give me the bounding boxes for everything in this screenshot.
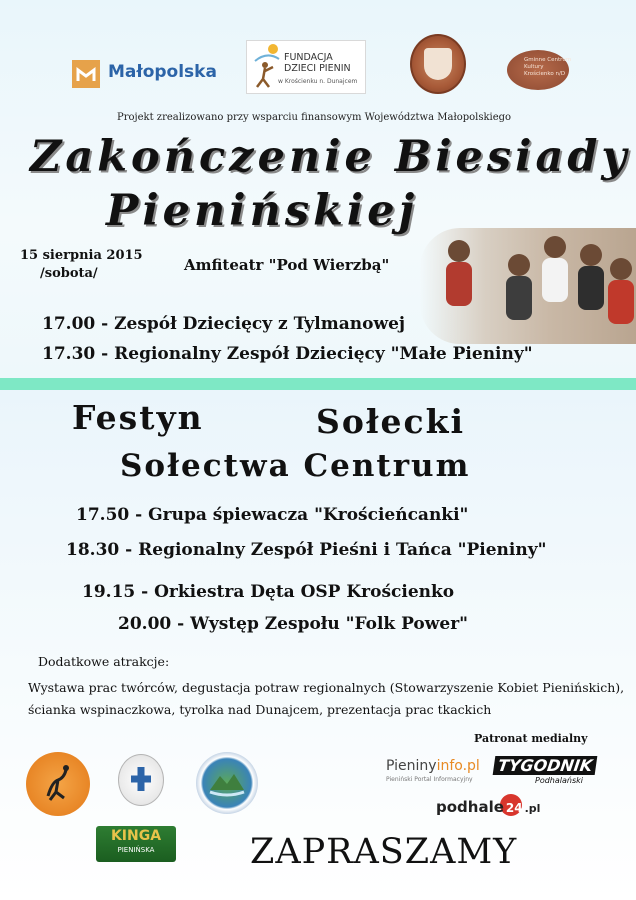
festyn-subtitle: Sołectwa Centrum: [120, 448, 471, 484]
climber-icon: [26, 752, 90, 816]
coat-of-arms-icon: [410, 34, 466, 94]
schedule-item: 20.00 - Występ Zespołu "Folk Power": [118, 614, 469, 634]
malopolska-mark-icon: [76, 64, 96, 84]
gok-logo-text: Gminne Centrum Kultury Krościenko n/D: [524, 57, 572, 77]
folk-dancers-photo: [420, 228, 636, 344]
fundacja-subtitle: w Krościenku n. Dunajcem: [278, 78, 358, 85]
event-venue: Amfiteatr "Pod Wierzbą": [184, 256, 390, 274]
schedule-item: 19.15 - Orkiestra Dęta OSP Krościenko: [82, 582, 455, 602]
cross-icon: [119, 755, 163, 805]
mountains-icon: [196, 752, 258, 814]
event-title-line-2: Pienińskiej: [106, 186, 419, 236]
dancer-body: [578, 266, 604, 310]
section-divider: [0, 378, 636, 390]
fundacja-name: FUNDACJA DZIECI PIENIN: [284, 52, 351, 74]
media-patronage-label: Patronat medialny: [474, 732, 588, 745]
dancer-head: [448, 240, 470, 262]
tygodnik-subtitle: Podhalański: [535, 776, 583, 785]
pieninyinfo-domain: info.pl: [436, 758, 480, 774]
rescue-seal-icon: [118, 754, 164, 806]
coat-shield: [424, 48, 452, 80]
malopolska-logo-icon: [72, 60, 100, 88]
dancer-body: [542, 258, 568, 302]
dancer-body: [506, 276, 532, 320]
pieninyinfo-name: Pieniny: [386, 758, 437, 774]
dancer-body: [608, 280, 634, 324]
festyn-title-word-2: Sołecki: [316, 402, 466, 441]
kinga-logo-subtitle: PIENIŃSKA: [117, 846, 155, 854]
schedule-item: 17.50 - Grupa śpiewacza "Krościeńcanki": [76, 505, 469, 525]
dancer-head: [544, 236, 566, 258]
artists-association-seal-icon: [26, 752, 90, 816]
extras-description: Wystawa prac twórców, degustacja potraw regionalnych (Stowarzyszenie Kobiet Pienińskich), ścianka wspinaczkowa, tyrolka nad Dunajcem, prezentacja prac tkackich: [28, 680, 625, 717]
funding-note: Projekt zrealizowano przy wsparciu finansowym Województwa Małopolskiego: [117, 112, 512, 123]
event-title-line-1: Zakończenie Biesiady: [30, 132, 631, 182]
extras-heading: Dodatkowe atrakcje:: [38, 654, 170, 669]
kinga-logo-text: KINGA: [110, 828, 162, 844]
podhale-name: podhale: [436, 798, 504, 816]
invitation-closing: ZAPRASZAMY: [250, 832, 518, 872]
dancer-body: [446, 262, 472, 306]
event-date: 15 sierpnia 2015: [20, 248, 143, 263]
schedule-item: 17.30 - Regionalny Zespół Dziecięcy "Małe Pieniny": [42, 344, 533, 364]
event-weekday: /sobota/: [40, 266, 98, 281]
schedule-item: 17.00 - Zespół Dziecięcy z Tylmanowej: [42, 314, 406, 334]
podhale-number: 24: [505, 801, 523, 815]
pieninyinfo-logo: [386, 758, 480, 774]
dancer-head: [508, 254, 530, 276]
pieninyinfo-tagline: Pieniński Portal Informacyjny: [386, 776, 473, 783]
podhale-tld: .pl: [524, 802, 541, 815]
dancer-head: [610, 258, 632, 280]
tygodnik-logo: TYGODNIK: [493, 756, 598, 775]
dancer-head: [580, 244, 602, 266]
festyn-title-word-1: Festyn: [72, 398, 204, 437]
schedule-item: 18.30 - Regionalny Zespół Pieśni i Tańca "Pieniny": [66, 540, 547, 560]
dunajec-association-seal-icon: [196, 752, 258, 814]
podhale24-logo: [436, 798, 540, 816]
malopolska-logo-text: Małopolska: [108, 62, 217, 82]
